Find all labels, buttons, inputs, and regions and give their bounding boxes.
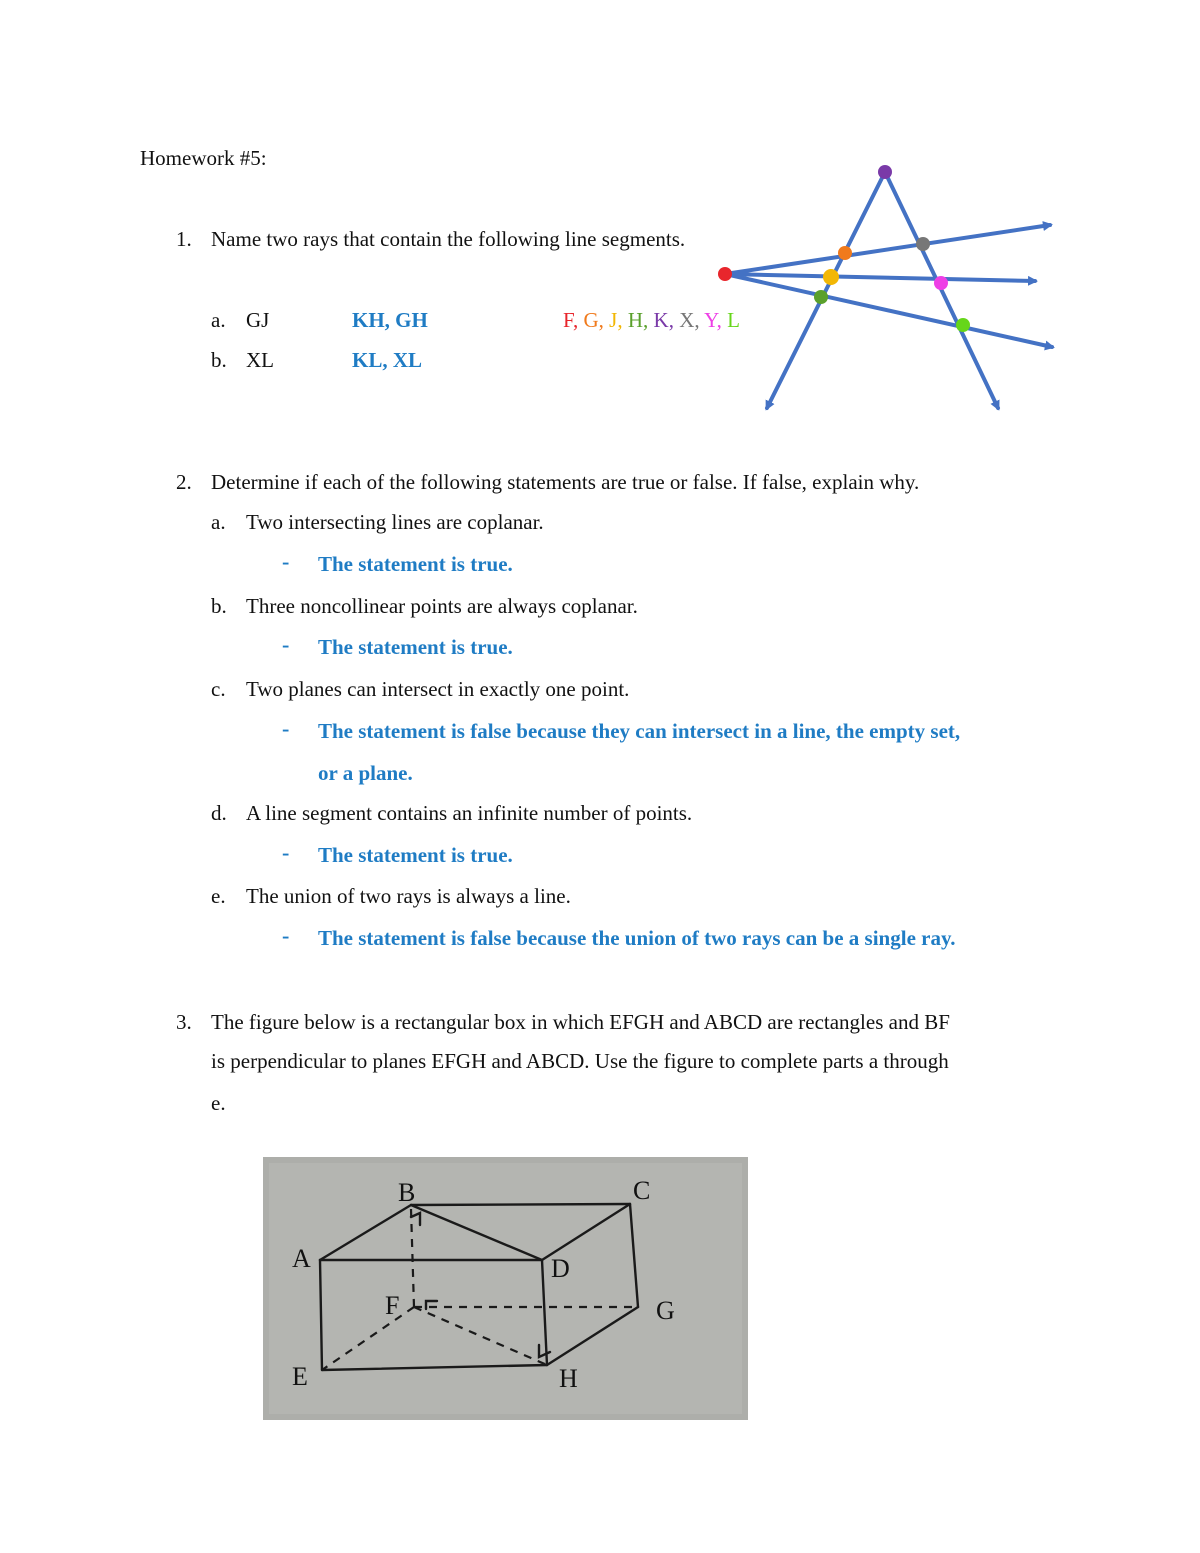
vertex-label-D: D: [551, 1254, 570, 1283]
legend-point: H,: [627, 308, 649, 332]
page-title: Homework #5:: [140, 146, 267, 170]
vertex-label-B: B: [398, 1178, 416, 1207]
q2a-statement: Two intersecting lines are coplanar.: [246, 510, 544, 534]
q2c-statement: Two planes can intersect in exactly one point.: [246, 677, 630, 701]
rays-figure: [700, 150, 1070, 430]
q3-text-line3: e.: [211, 1091, 226, 1115]
q2a-letter: a.: [211, 510, 226, 534]
answer-dash: -: [282, 632, 290, 657]
q2b-letter: b.: [211, 594, 227, 618]
q2b-answer: The statement is true.: [318, 635, 513, 659]
q2d-answer: The statement is true.: [318, 843, 513, 867]
point-X: [916, 237, 930, 251]
legend-point: G,: [583, 308, 604, 332]
answer-dash: -: [282, 923, 290, 948]
q2b-statement: Three noncollinear points are always coplanar.: [246, 594, 638, 618]
q2a-answer: The statement is true.: [318, 552, 513, 576]
q2c-answer: The statement is false because they can intersect in a line, the empty set,: [318, 719, 961, 743]
q1b-letter: b.: [211, 348, 227, 372]
point-G: [838, 246, 852, 260]
point-K: [878, 165, 892, 179]
q1-prompt: Name two rays that contain the following line segments.: [211, 227, 686, 251]
answer-dash: -: [282, 549, 290, 574]
q1b-answer: KL, XL: [352, 348, 423, 372]
q1b-segment: XL: [246, 348, 274, 372]
q2c-answer-continued: or a plane.: [318, 761, 413, 785]
answer-dash: -: [282, 716, 290, 741]
ray-line: [725, 225, 1050, 274]
legend-point: L: [727, 308, 740, 332]
q1a-letter: a.: [211, 308, 226, 332]
vertex-label-E: E: [292, 1362, 308, 1391]
q2d-letter: d.: [211, 801, 227, 825]
q3-number: 3.: [176, 1010, 192, 1034]
vertex-label-C: C: [633, 1176, 651, 1205]
ray-line: [725, 274, 1052, 347]
point-J: [823, 269, 839, 285]
answer-dash: -: [282, 840, 290, 865]
legend-point: F,: [563, 308, 579, 332]
ray-line: [885, 172, 998, 408]
vertex-label-A: A: [292, 1244, 311, 1273]
point-L: [956, 318, 970, 332]
q1-number: 1.: [176, 227, 192, 251]
q1a-segment: GJ: [246, 308, 270, 332]
legend-point: K,: [653, 308, 674, 332]
vertex-label-F: F: [385, 1291, 400, 1320]
q2e-answer: The statement is false because the union of two rays can be a single ray.: [318, 926, 956, 950]
box-figure: [263, 1157, 748, 1420]
q1a-answer: KH, GH: [352, 308, 428, 332]
point-F: [718, 267, 732, 281]
ray-line: [725, 274, 1035, 281]
q2c-letter: c.: [211, 677, 226, 701]
ray-line: [767, 172, 885, 408]
legend-point: X,: [679, 308, 700, 332]
q2e-letter: e.: [211, 884, 226, 908]
q2-prompt: Determine if each of the following statements are true or false. If false, explain why.: [211, 470, 920, 494]
q3-text-line2: is perpendicular to planes EFGH and ABCD. Use the figure to complete parts a through: [211, 1049, 949, 1073]
q3-text-line1: The figure below is a rectangular box in which EFGH and ABCD are rectangles and BF: [211, 1010, 950, 1034]
point-Y: [934, 276, 948, 290]
vertex-label-H: H: [559, 1364, 578, 1393]
legend-point: Y,: [704, 308, 722, 332]
q2d-statement: A line segment contains an infinite number of points.: [246, 801, 693, 825]
point-H: [814, 290, 828, 304]
legend-point: J,: [609, 308, 623, 332]
q2e-statement: The union of two rays is always a line.: [246, 884, 571, 908]
q2-number: 2.: [176, 470, 192, 494]
vertex-label-G: G: [656, 1296, 675, 1325]
